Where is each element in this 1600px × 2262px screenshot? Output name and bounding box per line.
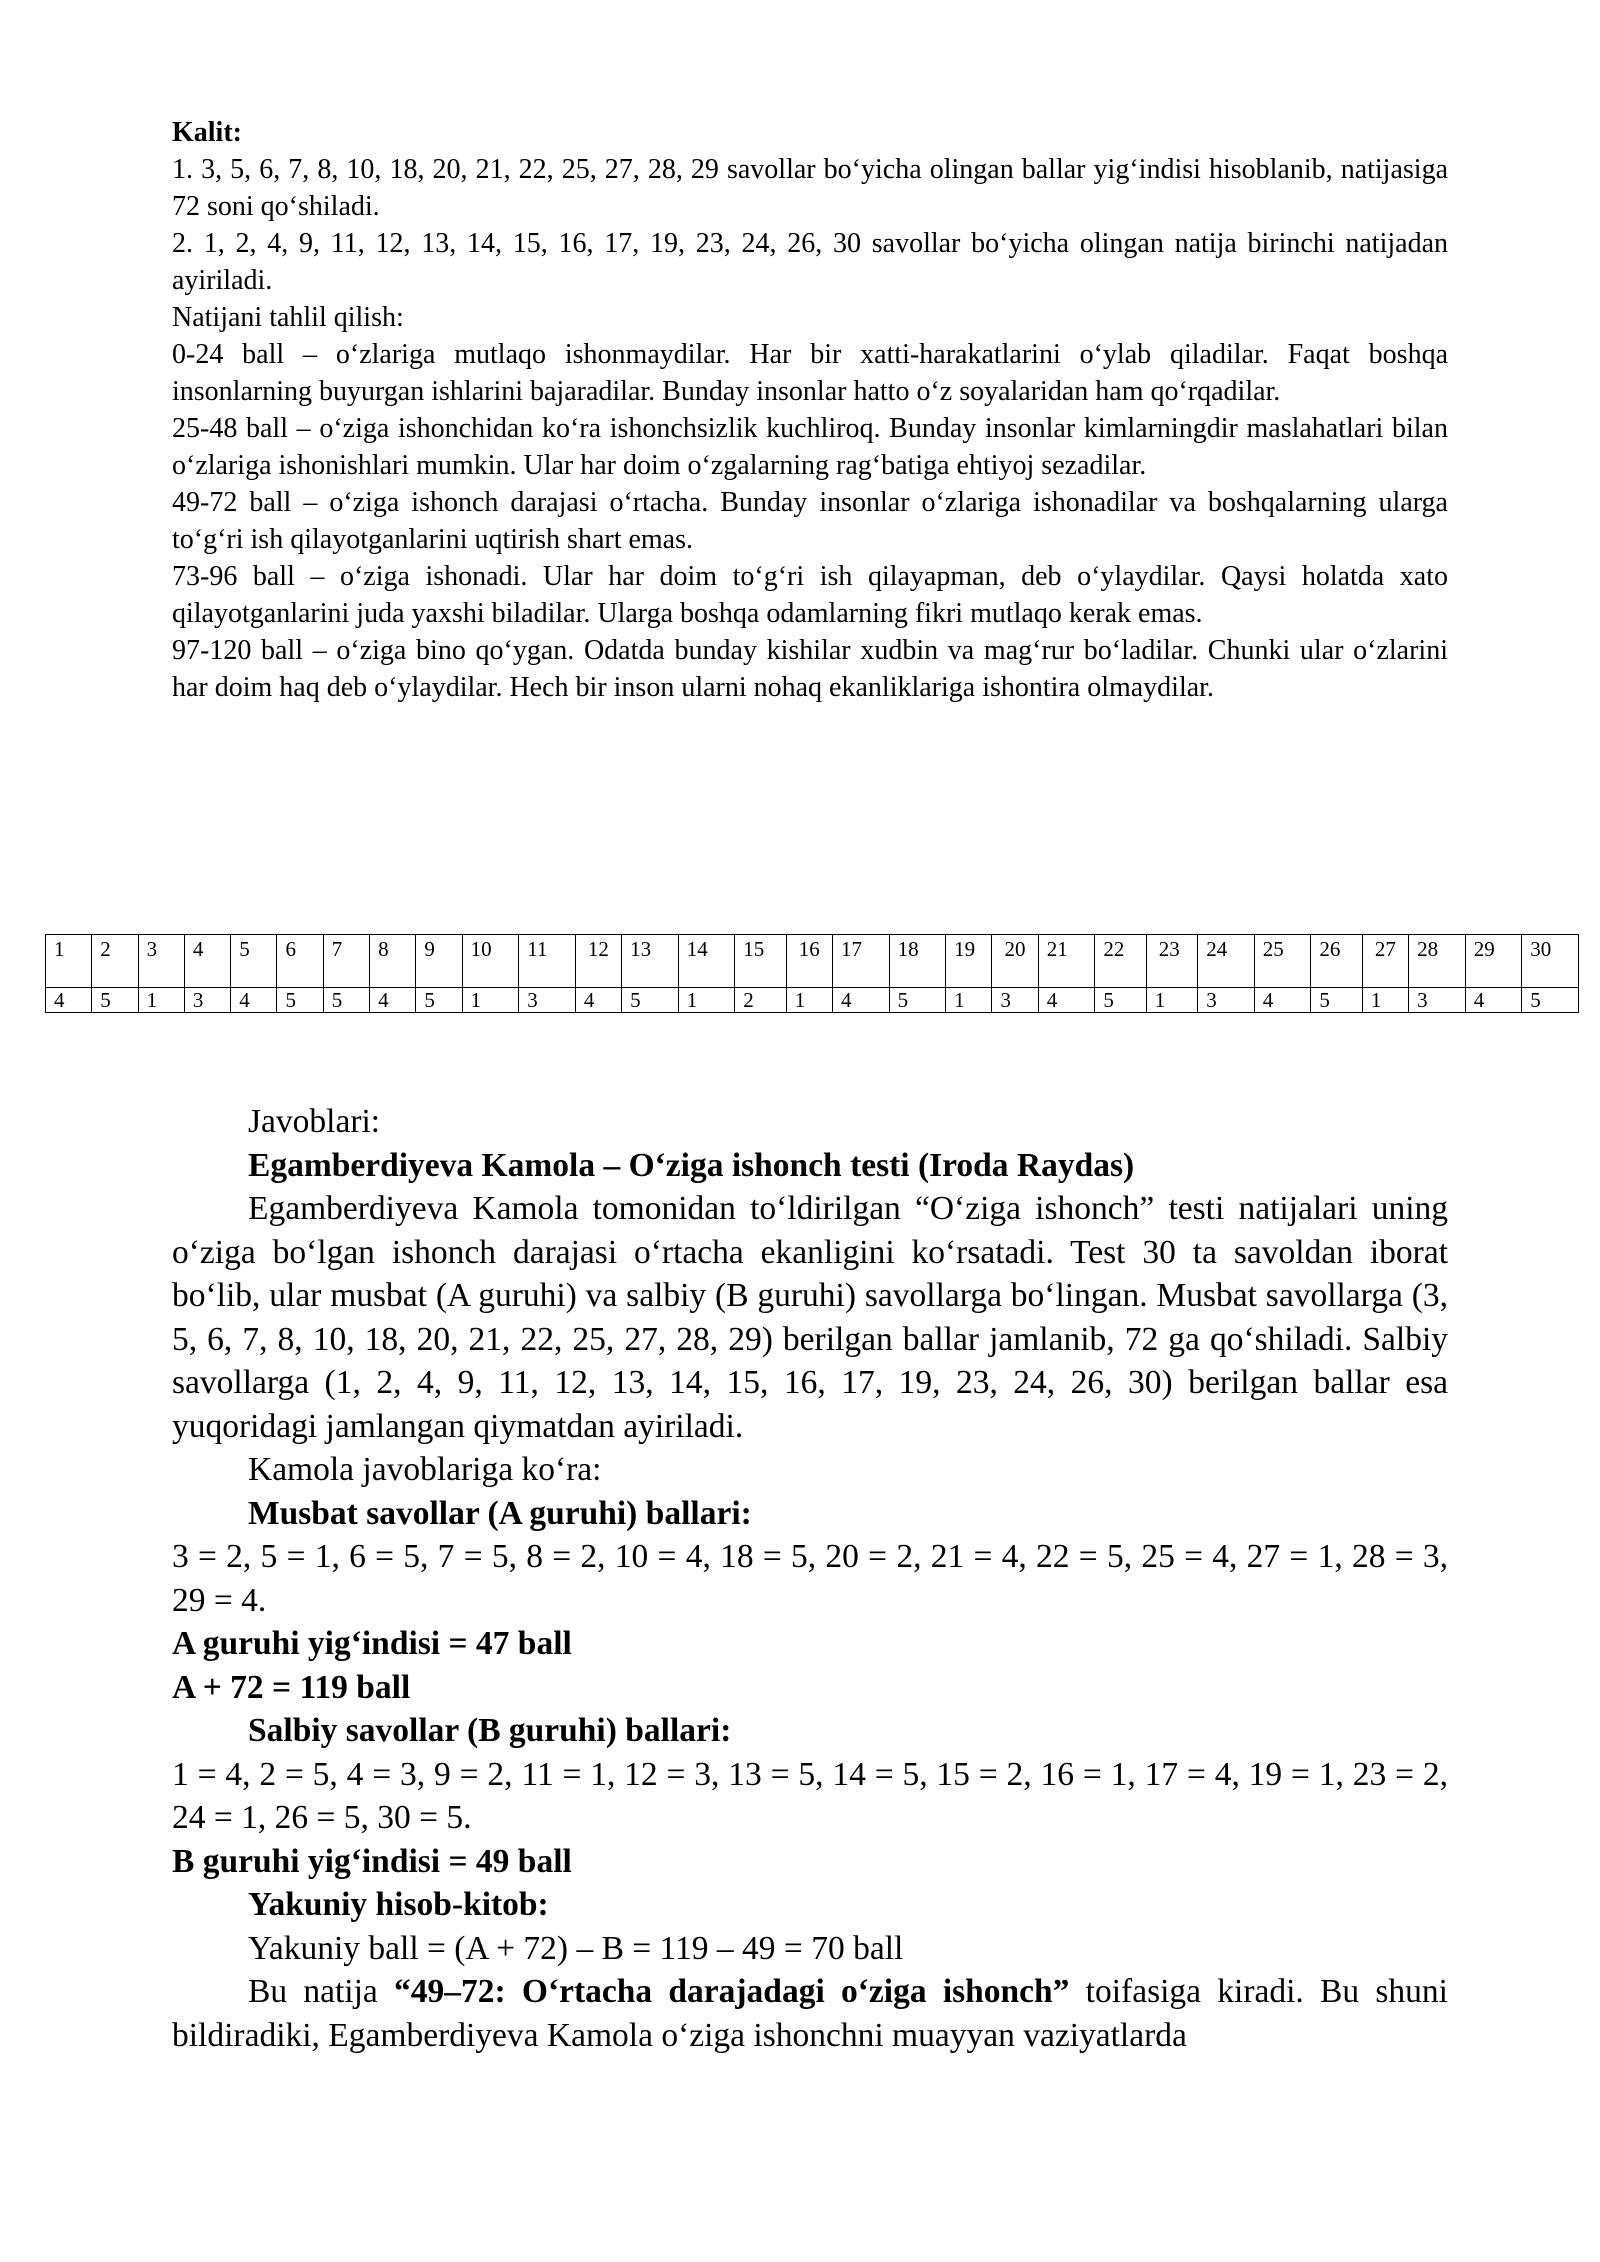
score-cell: 5 <box>1311 988 1362 1013</box>
question-number-cell: 14 <box>678 935 735 988</box>
scoring-key <box>172 114 1448 706</box>
score-cell: 1 <box>1362 988 1408 1013</box>
key-heading: Kalit: <box>172 117 242 148</box>
question-number-cell: 23 <box>1146 935 1197 988</box>
answers-label: Javoblari: <box>248 1103 381 1140</box>
group-a-sum: A guruhi yig‘indisi = 47 ball <box>172 1625 572 1662</box>
question-number-cell: 13 <box>622 935 679 988</box>
final-formula: Yakuniy ball = (A + 72) – B = 119 – 49 = 70 ball <box>248 1929 904 1967</box>
answers-table <box>45 934 1579 1013</box>
question-number-cell: 3 <box>138 935 184 988</box>
score-cell: 4 <box>1254 988 1311 1013</box>
group-b-heading: Salbiy savollar (B guruhi) ballari: <box>248 1712 732 1749</box>
question-number-cell: 19 <box>946 935 992 988</box>
conclusion <box>172 1970 1448 2057</box>
question-number-cell: 4 <box>184 935 230 988</box>
score-cell: 1 <box>946 988 992 1013</box>
question-number-cell: 30 <box>1522 935 1579 988</box>
score-cell: 3 <box>1409 988 1466 1013</box>
score-cell: 4 <box>1038 988 1095 1013</box>
score-cell: 1 <box>786 988 832 1013</box>
result-intro: Egamberdiyeva Kamola tomonidan to‘ldirilgan “O‘ziga ishonch” testi natijalari uning o‘ziga bo‘lgan ishonch darajasi o‘rtacha ekanligini ko‘rsatadi. Test 30 ta savoldan iborat bo‘lib, ular musbat (A guruhi) va salbiy (B guruhi) savollarga bo‘lingan. Musbat savollarga (3, 5, 6, 7, 8, 10, 18, 20, 21, 22, 25, 27, 28, 29) berilgan ballar jamlanib, 72 ga qo‘shiladi. Salbiy savollarga (1, 2, 4, 9, 11, 12, 13, 14, 15, 16, 17, 19, 23, 24, 26, 30) berilgan ballar esa yuqoridagi jamlangan qiymatdan ayiriladi. <box>172 1190 1448 1445</box>
conclusion-pre: Bu natija <box>248 1973 395 2010</box>
range-97-120: 97-120 ball – o‘ziga bino qo‘ygan. Odatda bunday kishilar xudbin va mag‘rur bo‘ladilar. Chunki ular o‘zlarini har doim haq deb o‘ylaydilar. Hech bir inson ularni nohaq ekanliklariga ishontira olmaydilar. <box>172 635 1448 703</box>
score-cell: 5 <box>416 988 462 1013</box>
score-cell: 3 <box>992 988 1038 1013</box>
final-heading: Yakuniy hisob-kitob: <box>248 1886 549 1923</box>
question-number-cell: 2 <box>92 935 138 988</box>
question-number-cell: 20 <box>992 935 1038 988</box>
score-cell: 5 <box>92 988 138 1013</box>
question-number-cell: 1 <box>46 935 92 988</box>
question-number-cell: 29 <box>1465 935 1522 988</box>
analysis-title: Natijani tahlil qilish: <box>172 302 404 333</box>
key-rule-1: 1. 3, 5, 6, 7, 8, 10, 18, 20, 21, 22, 25, 27, 28, 29 savollar bo‘yicha olingan ballar yig‘indisi hisoblanib, natijasiga 72 soni qo‘shiladi. <box>172 154 1448 222</box>
question-number-cell: 6 <box>277 935 323 988</box>
result-title: Egamberdiyeva Kamola – O‘ziga ishonch testi (Iroda Raydas) <box>248 1146 1135 1184</box>
score-cell: 5 <box>889 988 946 1013</box>
question-number-cell: 28 <box>1409 935 1466 988</box>
range-25-48: 25-48 ball – o‘ziga ishonchidan ko‘ra ishonchsizlik kuchliroq. Bunday insonlar kimlarningdir maslahatlari bilan o‘zlariga ishonishlari mumkin. Ular har doim o‘zgalarning rag‘batiga ehtiyoj sezadilar. <box>172 413 1448 481</box>
score-cell: 4 <box>833 988 890 1013</box>
group-a-values: 3 = 2, 5 = 1, 6 = 5, 7 = 5, 8 = 2, 10 = 4, 18 = 5, 20 = 2, 21 = 4, 22 = 5, 25 = 4, 27 = 1, 28 = 3, 29 = 4. <box>172 1538 1448 1619</box>
question-number-cell: 27 <box>1362 935 1408 988</box>
score-cell: 3 <box>184 988 230 1013</box>
range-49-72: 49-72 ball – o‘ziga ishonch darajasi o‘rtacha. Bunday insonlar o‘zlariga ishonadilar va boshqalarning ularga to‘g‘ri ish qilayotganlarini uqtirish shart emas. <box>172 487 1448 555</box>
score-cell: 4 <box>231 988 277 1013</box>
group-b-values: 1 = 4, 2 = 5, 4 = 3, 9 = 2, 11 = 1, 12 = 3, 13 = 5, 14 = 5, 15 = 2, 16 = 1, 17 = 4, 19 = 1, 23 = 2, 24 = 1, 26 = 5, 30 = 5. <box>172 1755 1448 1836</box>
question-number-row <box>46 935 1579 988</box>
question-number-cell: 10 <box>462 935 519 988</box>
score-cell: 1 <box>1146 988 1197 1013</box>
question-number-cell: 9 <box>416 935 462 988</box>
conclusion-category: “49–72: O‘rtacha darajadagi o‘ziga ishonch” <box>394 1973 1070 2010</box>
question-number-cell: 22 <box>1095 935 1146 988</box>
score-cell: 4 <box>370 988 416 1013</box>
group-b-sum: B guruhi yig‘indisi = 49 ball <box>172 1842 572 1880</box>
score-cell: 3 <box>1198 988 1255 1013</box>
score-cell: 3 <box>519 988 576 1013</box>
question-number-cell: 25 <box>1254 935 1311 988</box>
result-section <box>172 1100 1448 2057</box>
conclusion-post: toifasiga kiradi. Bu shuni bildiradiki, Egamberdiyeva Kamola o‘ziga ishonchni muayyan vaziyatlarda <box>172 1973 1448 2054</box>
range-0-24: 0-24 ball – o‘zlariga mutlaqo ishonmaydilar. Har bir xatti-harakatlarini o‘ylab qiladilar. Faqat boshqa insonlarning buyurgan ishlarini bajaradilar. Bunday insonlar hatto o‘z soyalaridan ham qo‘rqadilar. <box>172 339 1448 407</box>
score-cell: 5 <box>1522 988 1579 1013</box>
score-cell: 4 <box>46 988 92 1013</box>
score-cell: 5 <box>277 988 323 1013</box>
group-a-heading: Musbat savollar (A guruhi) ballari: <box>248 1494 752 1532</box>
according-line: Kamola javoblariga ko‘ra: <box>248 1451 602 1488</box>
range-73-96: 73-96 ball – o‘ziga ishonadi. Ular har doim to‘g‘ri ish qilayapman, deb o‘ylaydilar. Qaysi holatda xato qilayotganlarini juda yaxshi biladilar. Ularga boshqa odamlarning fikri mutlaqo kerak emas. <box>172 561 1448 629</box>
score-cell: 4 <box>575 988 621 1013</box>
question-number-cell: 15 <box>735 935 786 988</box>
question-number-cell: 8 <box>370 935 416 988</box>
question-number-cell: 26 <box>1311 935 1362 988</box>
question-number-cell: 18 <box>889 935 946 988</box>
score-cell: 1 <box>462 988 519 1013</box>
question-number-cell: 11 <box>519 935 576 988</box>
question-number-cell: 17 <box>833 935 890 988</box>
question-number-cell: 7 <box>323 935 369 988</box>
question-number-cell: 16 <box>786 935 832 988</box>
score-cell: 1 <box>678 988 735 1013</box>
score-row <box>46 988 1579 1013</box>
key-rule-2: 2. 1, 2, 4, 9, 11, 12, 13, 14, 15, 16, 17, 19, 23, 24, 26, 30 savollar bo‘yicha olingan natija birinchi natijadan ayiriladi. <box>172 228 1448 296</box>
question-number-cell: 5 <box>231 935 277 988</box>
score-cell: 4 <box>1465 988 1522 1013</box>
score-cell: 2 <box>735 988 786 1013</box>
question-number-cell: 12 <box>575 935 621 988</box>
score-cell: 1 <box>138 988 184 1013</box>
score-cell: 5 <box>622 988 679 1013</box>
score-cell: 5 <box>1095 988 1146 1013</box>
group-a-plus-72: A + 72 = 119 ball <box>172 1668 411 1706</box>
question-number-cell: 24 <box>1198 935 1255 988</box>
score-cell: 5 <box>323 988 369 1013</box>
question-number-cell: 21 <box>1038 935 1095 988</box>
